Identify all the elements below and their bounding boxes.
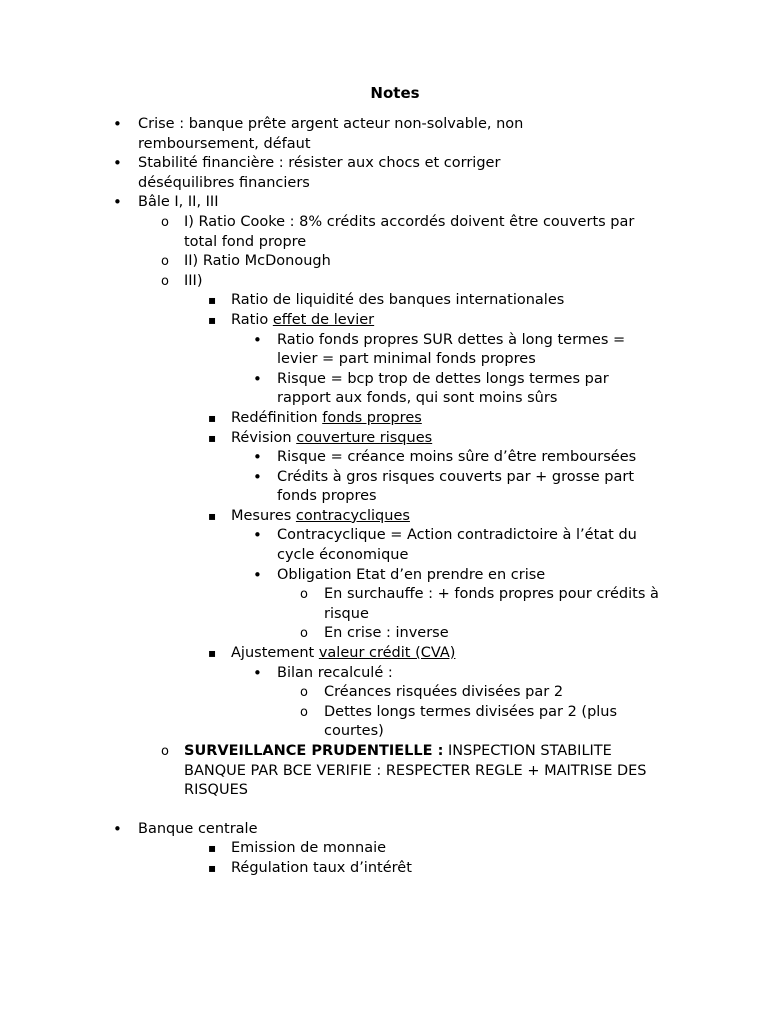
item-text: Risque = créance moins sûre d’être remboursées [277,449,637,466]
page-title: Notes [370,84,420,102]
item-text: En surchauffe : + fonds propres pour crédits à risque [324,586,659,622]
list-item-effet-levier [0,311,651,331]
square-bullet-icon [208,311,216,331]
underlined-term: couverture risques [296,429,433,446]
underlined-term: contracycliques [295,507,410,524]
list-item-levier-ratio [0,331,667,370]
list-item-banque-centrale [0,820,548,840]
list-item-contra-def [0,526,667,565]
bullet-icon [253,468,262,489]
bold-heading: SURVEILLANCE PRUDENTIELLE : [184,743,444,759]
item-text: En crise : inverse [324,625,449,642]
list-item-bilan [0,664,667,684]
list-item-couv-credits [0,468,667,507]
list-item-dettes [0,703,672,742]
item-text: Risque = bcp trop de dettes longs termes par rapport aux fonds, qui sont moins sûrs [277,370,609,407]
item-text-prefix: Mesures [231,507,292,524]
item-text: Ratio de liquidité des banques internationales [231,292,565,309]
list-item-bale-ii [0,252,668,272]
bullet-icon [113,193,122,214]
item-text: Emission de monnaie [231,840,387,857]
item-text: Banque centrale [138,820,258,837]
list-item-fonds-propres [0,409,651,429]
item-text: INSPECTION STABILITE BANQUE PAR BCE VERIFIE : RESPECTER REGLE + MAITRISE DES RISQUES [184,743,647,799]
square-bullet-icon [208,644,216,664]
list-item-bale [0,193,548,213]
item-text-prefix: Redéfinition [231,409,318,426]
item-text: II) Ratio McDonough [184,253,331,270]
item-text: Crédits à gros risques couverts par + grosse part fonds propres [277,468,635,505]
item-text: I) Ratio Cooke : 8% crédits accordés doivent être couverts par total fond propre [184,213,635,250]
list-item-creances [0,683,672,703]
circle-bullet-icon [300,585,308,605]
list-item-liquidite [0,291,651,311]
list-item-stabilite [0,154,548,193]
bullet-icon [253,526,262,547]
list-item-surveillance [0,742,668,801]
item-text: Bilan recalculé : [277,664,393,681]
circle-bullet-icon [300,703,308,723]
bullet-icon [253,370,262,391]
notes-list [0,115,768,879]
item-text: Bâle I, II, III [138,194,219,211]
list-item-levier-risque [0,370,667,409]
list-item-couv-risque [0,448,667,468]
item-text-prefix: Révision [231,429,292,446]
item-text: Crise : banque prête argent acteur non-solvable, non remboursement, défaut [138,116,524,152]
bullet-icon [253,664,262,685]
list-item-surchauffe [0,585,672,624]
list-item-cva [0,644,651,664]
item-text: III) [184,272,203,289]
list-item-couverture [0,429,651,449]
bullet-icon [253,331,262,352]
circle-bullet-icon [161,213,169,233]
square-bullet-icon [208,839,216,859]
bullet-icon [113,115,122,136]
bullet-icon [253,448,262,469]
square-bullet-icon [208,429,216,449]
list-item-en-crise [0,624,672,644]
list-item-contra-obligation [0,566,667,586]
square-bullet-icon [208,409,216,429]
square-bullet-icon [208,859,216,879]
item-text: Stabilité financière : résister aux chocs et corriger déséquilibres financiers [138,155,501,191]
item-text: Dettes longs termes divisées par 2 (plus courtes) [324,703,618,740]
list-item-crise [0,115,548,154]
underlined-term: fonds propres [322,409,422,426]
list-item-bale-iii [0,272,668,292]
list-item-regulation [0,859,651,879]
blank-line [0,801,768,820]
underlined-term: effet de levier [272,311,375,328]
item-text-prefix: Ajustement [231,645,315,662]
square-bullet-icon [208,291,216,311]
square-bullet-icon [208,507,216,527]
item-text: Ratio fonds propres SUR dettes à long termes = levier = part minimal fonds propres [277,331,626,368]
item-text: Contracyclique = Action contradictoire à l’état du cycle économique [277,527,637,564]
item-text-prefix: Ratio [231,311,269,328]
circle-bullet-icon [300,624,308,644]
item-text: Régulation taux d’intérêt [231,859,412,876]
bullet-icon [253,566,262,587]
bullet-icon [113,154,122,175]
list-item-bale-i [0,213,668,252]
list-item-contracycliques [0,507,651,527]
circle-bullet-icon [161,252,169,272]
circle-bullet-icon [161,272,169,292]
underlined-term: valeur crédit (CVA) [318,645,456,662]
circle-bullet-icon [161,742,169,762]
circle-bullet-icon [300,683,308,703]
list-item-emission [0,839,651,859]
bullet-icon [113,820,122,841]
item-text: Créances risquées divisées par 2 [324,684,564,701]
item-text: Obligation Etat d’en prendre en crise [277,566,546,583]
